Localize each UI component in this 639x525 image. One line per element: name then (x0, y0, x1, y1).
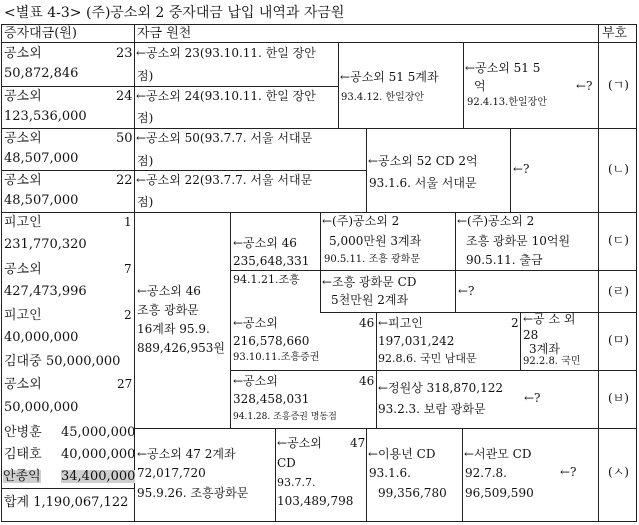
fund-source-2-date: 93.4.12. 한일장안 (341, 92, 425, 103)
fund-source-3: ←이용년 CD (368, 447, 436, 461)
fund-source-3-cont: 억 (474, 79, 486, 93)
fund-source: ←조흥 광화문 CD (322, 275, 417, 289)
fund-source: ←공소외 47 2계좌 (137, 447, 236, 461)
fund-source: ←공소외 (233, 374, 278, 388)
fund-source-number: 46 (359, 374, 375, 388)
name: 김태호 (4, 447, 42, 462)
fund-source-2: ←공소외 52 CD 2억 (368, 154, 478, 168)
amount: 123,536,000 (4, 109, 87, 124)
fund-source-3-date: 90.5.11. 출금 (466, 253, 543, 267)
fund-source-2-amount: 197,031,242 (378, 334, 455, 348)
header-code: 부호 (602, 26, 628, 41)
number: 50 (116, 131, 133, 146)
fund-source-amount: 72,017,720 (137, 466, 206, 480)
fund-source-3-number: 28 (523, 328, 539, 342)
fund-source-2-date: 93.7.7. (277, 476, 316, 489)
number: 27 (117, 377, 133, 391)
fund-source-amount: 889,426,953원 (137, 341, 225, 355)
fund-source-3: ←공소외 51 5 (465, 61, 541, 75)
table-title: <별표 4-3> (주)공소외 2 중자대금 납입 내역과 자금원 (4, 5, 345, 21)
fund-source-2: ←정원상 318,870,122 (378, 381, 503, 395)
name: 김대중 (4, 354, 42, 369)
unknown-source: ←? (576, 79, 593, 93)
fund-source: ←공소외 46 (233, 236, 297, 250)
fund-source-2-number: 2 (511, 316, 519, 330)
number: 23 (116, 46, 133, 61)
code-label: (ㄹ) (608, 284, 629, 298)
fund-source: ←공소외 24(93.10.11. 한일 장안 (136, 89, 316, 103)
fund-source-cont: 점) (137, 111, 154, 125)
fund-source-2-date: 92.8.6. 국민 남대문 (378, 352, 477, 365)
fund-source-3: ←공 소 외 (523, 312, 576, 326)
amount: 231,770,320 (4, 237, 87, 252)
fund-source-cont: 점) (137, 69, 154, 83)
amount: 427,473,996 (4, 284, 87, 299)
header-capital-amount: 증자대금(원) (4, 26, 77, 41)
fund-source-amount: 5천만원 2계좌 (331, 293, 409, 307)
fund-source: ←공소외 46 (137, 284, 201, 298)
fund-source-2-date: 93.1.6. 서울 서대문 (369, 176, 477, 190)
fund-source-4-amount: 96,509,590 (465, 486, 534, 500)
fund-source-date: 94.1.21.조흥 (233, 273, 300, 286)
amount: 50,000,000 (46, 354, 121, 369)
amount: 50,872,846 (4, 66, 79, 81)
name: 공소외 (4, 173, 42, 188)
fund-source-3-amount: 99,356,780 (378, 486, 447, 500)
fund-source-2-number: 47 (350, 436, 366, 450)
fund-source-2: ←공소외 (277, 436, 322, 450)
fund-source-date: 93.10.11.조흥증권 (233, 352, 320, 363)
number: 24 (116, 89, 133, 104)
fund-source-2-date: 90.5.11. 조흥 광화문 (324, 254, 421, 265)
code-label: (ㅁ) (608, 333, 629, 347)
fund-source-3-date: 92.2.8. 국민 (523, 356, 581, 367)
amount: 48,507,000 (4, 151, 79, 166)
unknown-source: ←? (524, 391, 541, 405)
fund-source-amount: 235,648,331 (233, 254, 310, 268)
fund-source-3-date: 92.4.13.한일장안 (467, 97, 547, 108)
amount: 40,000,000 (61, 447, 136, 462)
fund-source-2-date: 93.2.3. 보람 광화문 (378, 402, 486, 416)
code-label: (ㄱ) (608, 78, 629, 92)
fund-source: ←공소외 23(93.10.11. 한일 장안 (136, 46, 316, 60)
fund-source-amount: 216,578,660 (233, 334, 310, 348)
name: 공소외 (4, 377, 42, 392)
fund-source-4-date: 92.7.8. (465, 466, 507, 480)
fund-source-3-date: 93.1.6. (369, 466, 411, 480)
name-highlighted: 안종익 (3, 469, 41, 484)
name: 피고인 (4, 215, 42, 230)
name: 공소외 (4, 131, 42, 146)
code-label: (ㅅ) (608, 465, 629, 479)
total: 합계 1,190,067,122 (4, 495, 129, 510)
fund-source-date: 95.9.26. 조흥광화문 (137, 486, 249, 500)
name: 피고인 (4, 308, 42, 323)
fund-source-bank: 조흥 광화문 (137, 303, 199, 317)
unknown-source: ←? (560, 465, 577, 479)
fund-source-2: ←(주)공소외 2 (322, 214, 400, 228)
fund-source-cont: 점) (137, 154, 154, 168)
fund-source-date: 94.1.28. 조흥증권 명동점 (233, 412, 337, 422)
fund-source: ←공소외 22(93.7.7. 서울 서대문 (136, 173, 313, 187)
number: 7 (124, 262, 132, 276)
fund-source-3-accounts: 3계좌 (529, 342, 560, 356)
name: 공소외 (4, 46, 42, 61)
amount: 40,000,000 (4, 330, 79, 345)
name: 공소외 (4, 262, 42, 277)
fund-source-number: 46 (359, 316, 375, 330)
fund-source: ←공소외 50(93.7.7. 서울 서대문 (136, 131, 313, 145)
amount: 45,000,000 (61, 425, 136, 440)
unknown-source: ←? (458, 284, 475, 298)
fund-source-2-type: CD (277, 456, 296, 470)
code-label: (ㄴ) (608, 162, 629, 176)
name: 안병훈 (4, 425, 42, 440)
name: 공소외 (4, 89, 42, 104)
amount: 50,000,000 (4, 400, 79, 415)
amount: 48,507,000 (4, 193, 79, 208)
code-label: (ㄷ) (608, 233, 629, 247)
fund-source-2-amount: 5,000만원 3계좌 (329, 234, 422, 248)
fund-source-amount: 328,458,031 (233, 392, 310, 406)
fund-source: ←공소외 (233, 316, 278, 330)
unknown-source: ←? (513, 162, 530, 176)
code-label: (ㅂ) (608, 391, 629, 405)
fund-source-2-amount: 103,489,798 (277, 494, 354, 508)
number: 2 (124, 308, 132, 322)
fund-source-cont: 점) (137, 195, 154, 209)
header-fund-source: 자금 원천 (137, 26, 192, 41)
amount-highlighted: 34,400,000 (61, 469, 136, 484)
fund-source-3: ←(주)공소외 2 (457, 214, 535, 228)
fund-source-accounts: 16계좌 95.9. (137, 322, 210, 336)
number: 22 (116, 173, 133, 188)
fund-source-4: ←서관모 CD (464, 447, 532, 461)
fund-source-2: ←피고인 (378, 316, 423, 330)
fund-source-2: ←공소외 51 5계좌 (340, 70, 439, 84)
fund-source-3-amount: 조흥 광화문 10억원 (466, 234, 571, 248)
number: 1 (124, 215, 132, 229)
